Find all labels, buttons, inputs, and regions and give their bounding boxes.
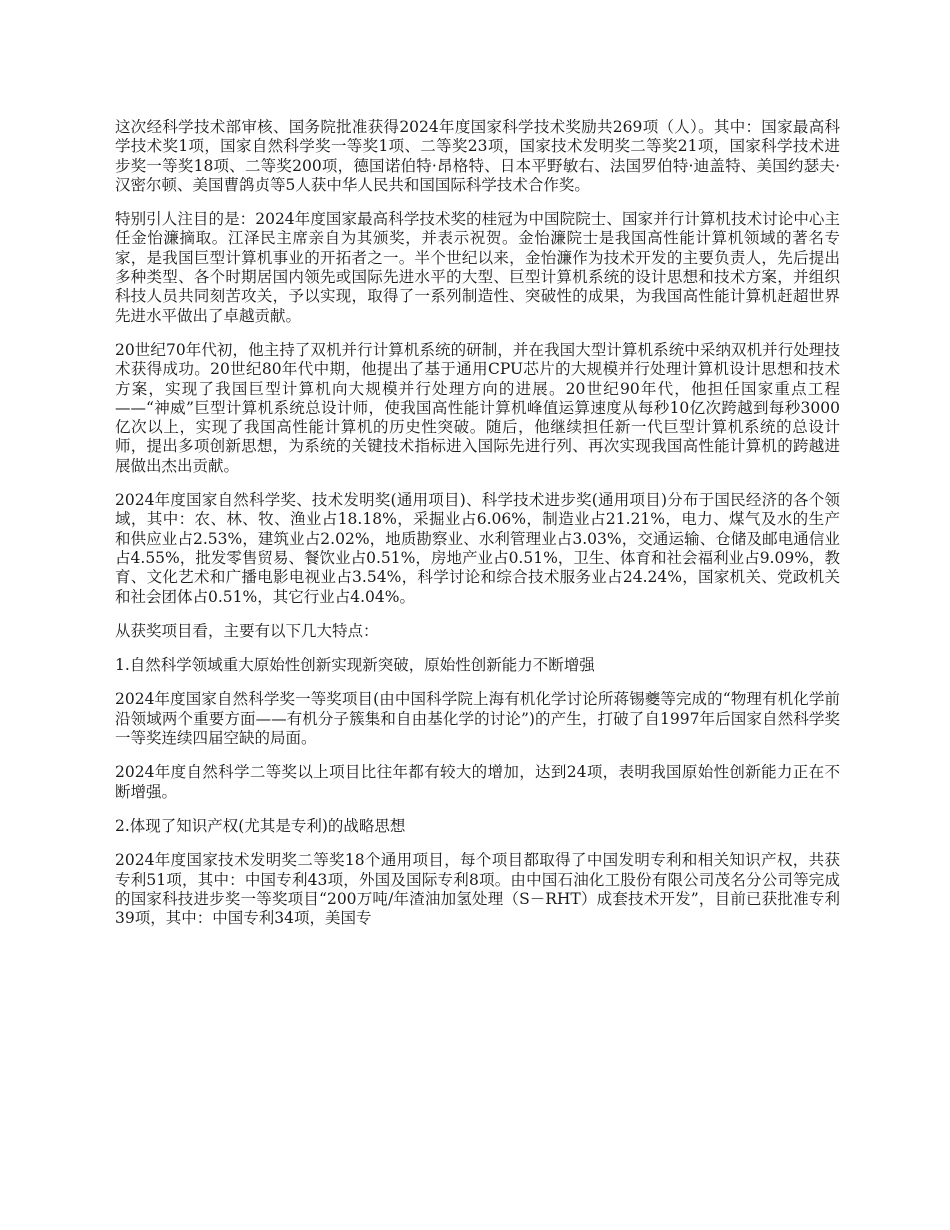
heading-feature-2: 2.体现了知识产权(尤其是专利)的战略思想 <box>115 816 406 835</box>
paragraph-top-award: 特别引人注目的是：2024年度国家最高科学技术奖的桂冠为中国院院士、国家并行计算机技术讨论中心主任金怡濂摘取。江泽民主席亲自为其颁奖，并表示祝贺。金怡濂院士是我国高性能计算机领域的著名专家，是我国巨型计算机事业的开拓者之一。半个世纪以来，金怡濂作为技术开发的主要负责人，先后提出多种类型、各个时期居国内领先或国际先进水平的大型、巨型计算机系统的设计思想和技术方案，并组织科技人员共同刻苦攻关，予以实现，取得了一系列制造性、突破性的成果，为我国高性能计算机赶超世界先进水平做出了卓越贡献。 <box>115 210 840 325</box>
heading-feature-1: 1.自然科学领域重大原始性创新实现新突破，原始性创新能力不断增强 <box>115 656 595 675</box>
paragraph-career: 20世纪70年代初，他主持了双机并行计算机系统的研制，并在我国大型计算机系统中采纳双机并行处理技术获得成功。20世纪80年代中期，他提出了基于通用CPU芯片的大规模并行处理计算机设计思想和技术方案，实现了我国巨型计算机向大规模并行处理方向的进展。20世纪90年代，他担任国家重点工程——“神威”巨型计算机系统总设计师，使我国高性能计算机峰值运算速度从每秒10亿次跨越到每秒3000亿次以上，实现了我国高性能计算机的历史性突破。随后，他继续担任新一代巨型计算机系统的总设计师，提出多项创新思想，为系统的关键技术指标进入国际先进行列、再次实现我国高性能计算机的跨越进展做出杰出贡献。 <box>115 340 840 475</box>
document-body <box>115 118 840 943</box>
paragraph-features-intro: 从获奖项目看，主要有以下几大特点： <box>115 621 379 640</box>
paragraph-natural-science-second: 2024年度自然科学二等奖以上项目比往年都有较大的增加，达到24项，表明我国原始性创新能力正在不断增强。 <box>115 763 840 801</box>
paragraph-distribution: 2024年度国家自然科学奖、技术发明奖(通用项目)、科学技术进步奖(通用项目)分布于国民经济的各个领域，其中：农、林、牧、渔业占18.18%，采掘业占6.06%，制造业占21.21%，电力、煤气及水的生产和供应业占2.53%，建筑业占2.02%，地质勘察业、水利管理业占3.03%，交通运输、仓储及邮电通信业占4.55%，批发零售贸易、餐饮业占0.51%，房地产业占0.51%，卫生、体育和社会福利业占9.09%，教育、文化艺术和广播电影电视业占3.54%，科学讨论和综合技术服务业占24.24%，国家机关、党政机关和社会团体占0.51%，其它行业占4.04%。 <box>115 491 840 606</box>
paragraph-patents: 2024年度国家技术发明奖二等奖18个通用项目，每个项目都取得了中国发明专利和相关知识产权，共获专利51项，其中：中国专利43项，外国及国际专利8项。由中国石油化工股份有限公司茂名分公司等完成的国家科技进步奖一等奖项目“200万吨/年渣油加氢处理（S－RHT）成套技术开发”，目前已获批准专利39项，其中：中国专利34项，美国专 <box>115 851 840 928</box>
paragraph-natural-science-first: 2024年度国家自然科学奖一等奖项目(由中国科学院上海有机化学讨论所蒋锡夔等完成的“物理有机化学前沿领域两个重要方面——有机分子簇集和自由基化学的讨论”)的产生，打破了自1997年后国家自然科学奖一等奖连续四届空缺的局面。 <box>115 690 840 748</box>
paragraph-award-overview: 这次经科学技术部审核、国务院批准获得2024年度国家科学技术奖励共269项（人）。其中：国家最高科学技术奖1项，国家自然科学奖一等奖1项、二等奖23项，国家技术发明奖二等奖21项，国家科学技术进步奖一等奖18项、二等奖200项，德国诺伯特·昂格特、日本平野敏右、法国罗伯特·迪盖特、美国约瑟夫·汉密尔顿、美国曹鸽贞等5人获中华人民共和国国际科学技术合作奖。 <box>115 118 840 194</box>
